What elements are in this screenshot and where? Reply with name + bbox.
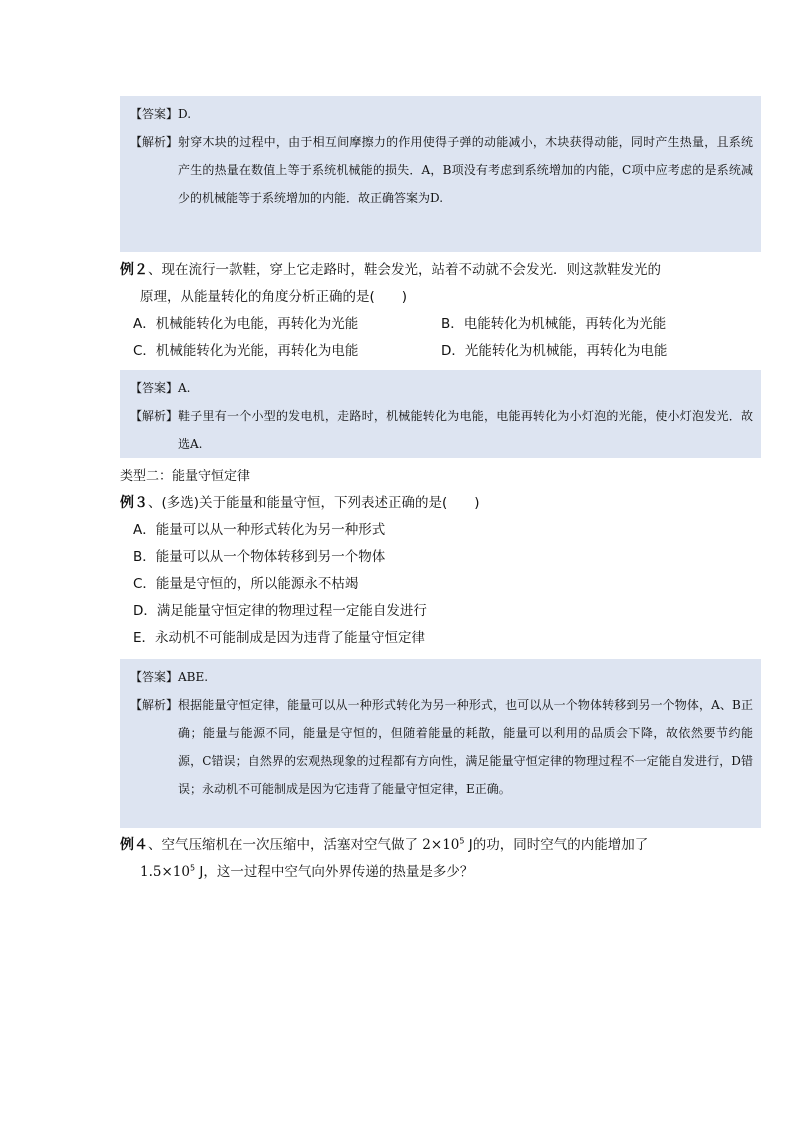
answer-row (130, 374, 753, 402)
option-list (120, 311, 760, 365)
work-value: 2×10 (418, 837, 460, 853)
option-e: E．永动机不可能制成是因为违背了能量守恒定律 (133, 630, 426, 646)
answer-text: D. (178, 107, 192, 121)
answer-text: ABE. (178, 670, 209, 684)
example-label: 例４ (120, 837, 148, 853)
answer-box-2 (120, 370, 761, 458)
answer-box-1 (120, 96, 761, 252)
option-b: B．电能转化为机械能，再转化为光能 (441, 316, 667, 332)
option-b: B．能量可以从一个物体转移到另一个物体 (133, 549, 386, 565)
answer-label: 【答案】 (130, 107, 179, 121)
analysis-text: 鞋子里有一个小型的发电机，走路时，机械能转化为电能，电能再转化为小灯泡的光能，使小灯泡发光．故选A. (178, 409, 753, 451)
example-label: 例２ (120, 262, 148, 278)
analysis-text: 根据能量守恒定律，能量可以从一种形式转化为另一种形式，也可以从一个物体转移到另一个物体，A、B正确；能量与能源不同，能量是守恒的，但随着能量的耗散，能量可以利用的品质会下降，故依然要节约能源，C错误；自然界的宏观热现象的过程都有方向性，满足能量守恒定律的物理过程不一定能自发进行，D错误；永动机不可能制成是因为它违背了能量守恒定律，E正确。 (178, 698, 753, 796)
option-a: A．机械能转化为电能，再转化为光能 (133, 316, 359, 332)
option-d: D．光能转化为机械能，再转化为电能 (441, 343, 668, 359)
option-a: A．能量可以从一种形式转化为另一种形式 (133, 522, 386, 538)
stem-part-2: J的功，同时空气的内能增加了 (464, 837, 649, 853)
work-exponent: 5 (459, 836, 465, 846)
question-stem (120, 490, 760, 517)
question-stem (120, 257, 760, 284)
answer-row (130, 663, 753, 691)
option-c: C．能量是守恒的，所以能源永不枯竭 (133, 576, 359, 592)
stem-line-2 (120, 859, 760, 886)
answer-label: 【答案】 (130, 670, 179, 684)
analysis-row (130, 691, 753, 803)
analysis-row (130, 128, 753, 212)
analysis-row (130, 402, 753, 458)
option-c: C．机械能转化为光能，再转化为电能 (133, 343, 359, 359)
question-4 (120, 832, 760, 886)
question-2 (120, 257, 760, 365)
answer-box-3 (120, 659, 761, 828)
option-d: D．满足能量守恒定律的物理过程一定能自发进行 (133, 603, 427, 619)
question-stem (120, 832, 760, 859)
answer-text: A. (178, 381, 191, 395)
stem-line-1: 、现在流行一款鞋，穿上它走路时，鞋会发光，站着不动就不会发光．则这款鞋发光的 (148, 262, 661, 278)
stem-text: 、(多选)关于能量和能量守恒，下列表述正确的是( ) (148, 495, 480, 511)
example-label: 例３ (120, 495, 148, 511)
energy-value: 1.5×10 (140, 864, 190, 880)
analysis-label: 【解析】 (130, 409, 179, 423)
analysis-label: 【解析】 (130, 135, 179, 149)
energy-exponent: 5 (189, 863, 196, 873)
question-3 (120, 490, 760, 652)
section-heading: 类型二：能量守恒定律 (120, 469, 251, 484)
analysis-text: 射穿木块的过程中，由于相互间摩擦力的作用使得子弹的动能减小，木块获得动能，同时产生热量，且系统产生的热量在数值上等于系统机械能的损失．A，B项没有考虑到系统增加的内能，C项中应考虑的是系统减少的机械能等于系统增加的内能．故正确答案为D. (178, 135, 753, 205)
stem-part-3: J，这一过程中空气向外界传递的热量是多少？ (195, 864, 474, 880)
stem-line-2: 原理，从能量转化的角度分析正确的是( ) (140, 289, 408, 305)
answer-row (130, 100, 753, 128)
analysis-label: 【解析】 (130, 698, 179, 712)
stem-part-1: 、空气压缩机在一次压缩中，活塞对空气做了 (148, 837, 418, 853)
answer-label: 【答案】 (130, 381, 179, 395)
